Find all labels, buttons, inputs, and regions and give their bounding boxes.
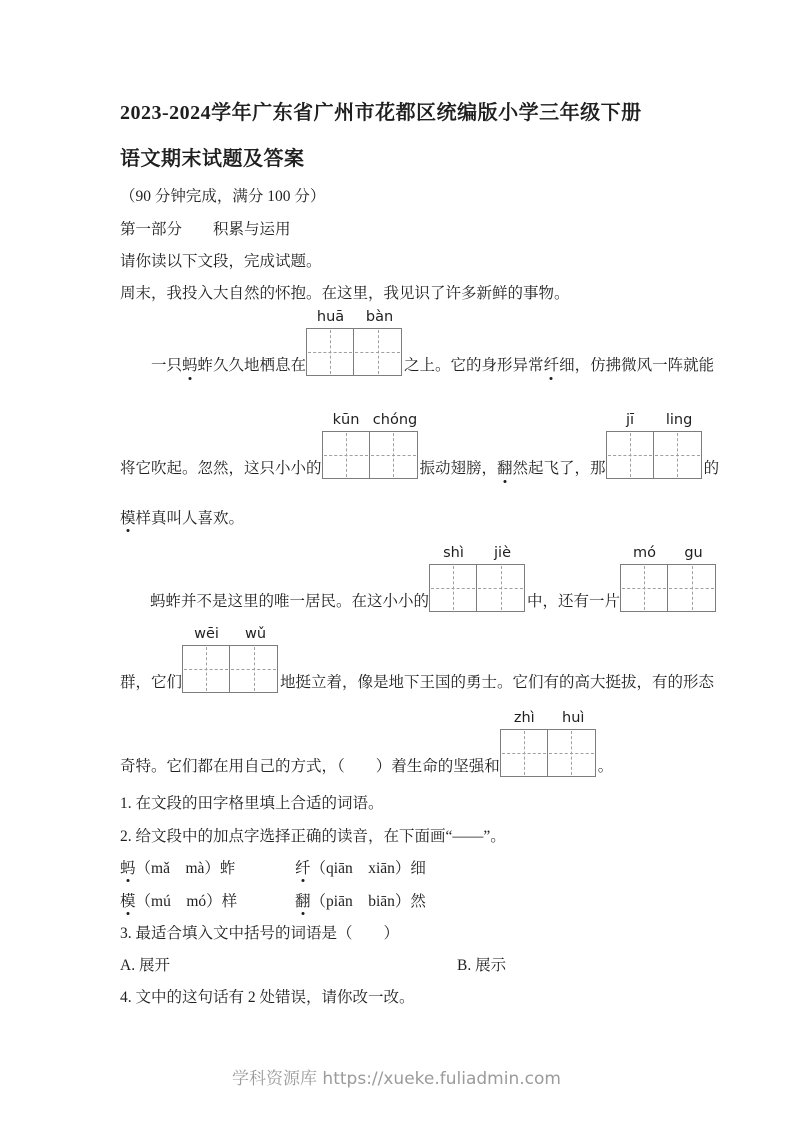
tianzige-cell	[306, 328, 354, 376]
option-b: B. 展示	[457, 957, 507, 974]
text-segment: （qiān xiān）细	[310, 860, 426, 877]
tianzige-cell	[477, 564, 525, 612]
writing-cells	[606, 431, 704, 479]
pinyin-label: wēi	[194, 626, 219, 642]
pinyin-label: chóng	[372, 412, 418, 428]
page-title-line1: 2023-2024学年广东省广州市花都区统编版小学三年级下册	[120, 102, 642, 124]
pinyin-row	[606, 411, 704, 429]
question-4: 4. 文中的这句话有 2 处错误，请你改一改。	[120, 989, 415, 1006]
passage-text: 蚂蚱并不是这里的唯一居民。在这小小的	[150, 593, 430, 610]
dotted-char: 模	[120, 510, 136, 527]
passage-line-6	[120, 709, 613, 777]
tianzige-cell	[668, 564, 716, 612]
passage-line-1	[151, 308, 714, 376]
passage-text: 中，还有一片	[527, 593, 621, 610]
pronunciation-item	[295, 893, 426, 911]
pinyin-row	[182, 625, 280, 643]
question-1: 1. 在文段的田字格里填上合适的词语。	[120, 795, 384, 812]
pinyin-row	[429, 544, 527, 562]
writing-cells	[306, 328, 404, 376]
pinyin-label: jī	[626, 412, 635, 428]
tianzige-cell	[606, 431, 654, 479]
writing-cells	[500, 729, 598, 777]
question-3: 3. 最适合填入文中括号的词语是（ ）	[120, 925, 400, 942]
writing-cells	[620, 564, 718, 612]
tianzige-cell	[370, 431, 418, 479]
dotted-char: 翻	[295, 893, 311, 910]
tianzige-cell	[654, 431, 702, 479]
pronunciation-item	[120, 893, 295, 911]
pronunciation-item	[295, 860, 426, 878]
pinyin-row	[500, 709, 598, 727]
pinyin-label: gu	[684, 545, 703, 561]
tianzige-cell	[230, 645, 278, 693]
tianzige-grid-mogu	[620, 544, 718, 612]
pinyin-row	[620, 544, 718, 562]
tianzige-cell	[322, 431, 370, 479]
tianzige-grid-zhihui	[500, 709, 598, 777]
option-a: A. 展开	[120, 957, 170, 974]
tianzige-grid-kunchong	[322, 411, 420, 479]
pinyin-label: wǔ	[244, 626, 267, 642]
pronunciation-item	[120, 860, 295, 878]
tianzige-cell	[620, 564, 668, 612]
tianzige-grid-huaban	[306, 308, 404, 376]
tianzige-grid-jiling	[606, 411, 704, 479]
writing-cells	[182, 645, 280, 693]
text-segment: 一只	[151, 357, 183, 374]
text-segment: （mú mó）样	[135, 893, 238, 910]
passage-text	[404, 356, 714, 376]
tianzige-cell	[354, 328, 402, 376]
passage-line-4	[150, 544, 718, 612]
passage-line-5	[120, 625, 714, 693]
dotted-char: 模	[120, 893, 136, 910]
intro-line: 请你读以下文段，完成试题。	[120, 253, 322, 270]
pinyin-label: shì	[443, 545, 464, 561]
text-segment: 细，仿拂微风一阵就能	[559, 357, 715, 374]
writing-cells	[429, 564, 527, 612]
pinyin-label: kūn	[332, 412, 360, 428]
pronunciation-row-1	[120, 860, 426, 878]
page-title-line2: 语文期末试题及答案	[120, 148, 305, 170]
passage-text	[420, 459, 606, 479]
dotted-char: 蚂	[120, 860, 136, 877]
pronunciation-row-2	[120, 893, 426, 911]
passage-text	[151, 356, 306, 376]
passage-text: 群，它们	[120, 674, 183, 691]
tianzige-cell	[182, 645, 230, 693]
tianzige-cell	[548, 729, 596, 777]
question-2: 2. 给文段中的加点字选择正确的读音，在下面画“——”。	[120, 828, 506, 845]
section-heading: 第一部分 积累与运用	[120, 221, 291, 238]
text-segment: 然起飞了，那	[512, 460, 606, 477]
writing-cells	[322, 431, 420, 479]
passage-text: 的	[703, 460, 720, 477]
pinyin-label: ling	[665, 412, 693, 428]
dotted-char: 纤	[543, 357, 560, 374]
passage-line-3	[120, 510, 244, 528]
passage-text: 。	[597, 758, 614, 775]
pinyin-label: zhì	[513, 710, 535, 726]
footer-watermark: 学科资源库 https://xueke.fuliadmin.com	[232, 1069, 561, 1089]
pinyin-label: huā	[316, 309, 345, 325]
text-segment: （piān biān）然	[310, 893, 426, 910]
pinyin-label: jiè	[494, 545, 511, 561]
passage-text: 将它吹起。忽然，这只小小的	[120, 460, 322, 477]
tianzige-cell	[500, 729, 548, 777]
passage-text: 地挺立着，像是地下王国的勇士。它们有的高大挺拔，有的形态	[280, 674, 715, 691]
passage-line-2	[120, 411, 719, 479]
text-segment: 蚱久久地栖息在	[197, 357, 307, 374]
tianzige-grid-shijie	[429, 544, 527, 612]
tianzige-cell	[429, 564, 477, 612]
pinyin-label: huì	[562, 710, 585, 726]
tianzige-grid-weiwu	[182, 625, 280, 693]
pinyin-label: mó	[633, 545, 657, 561]
time-score-note: （90 分钟完成，满分 100 分）	[120, 188, 326, 205]
dotted-char: 蚂	[182, 357, 198, 374]
text-segment: 之上。它的身形异常	[404, 357, 544, 374]
passage-text: 奇特。它们都在用自己的方式，（ ）着生命的坚强和	[120, 758, 500, 775]
text-segment: 样真叫人喜欢。	[135, 510, 245, 527]
dotted-char: 翻	[497, 460, 513, 477]
paragraph-lead: 周末，我投入大自然的怀抱。在这里，我见识了许多新鲜的事物。	[120, 285, 570, 302]
text-segment: 振动翅膀，	[419, 460, 498, 477]
options-row	[120, 957, 506, 975]
text-segment: （mǎ mà）蚱	[135, 860, 236, 877]
pinyin-row	[322, 411, 420, 429]
dotted-char: 纤	[295, 860, 311, 877]
pinyin-row	[306, 308, 404, 326]
pinyin-label: bàn	[365, 309, 394, 325]
